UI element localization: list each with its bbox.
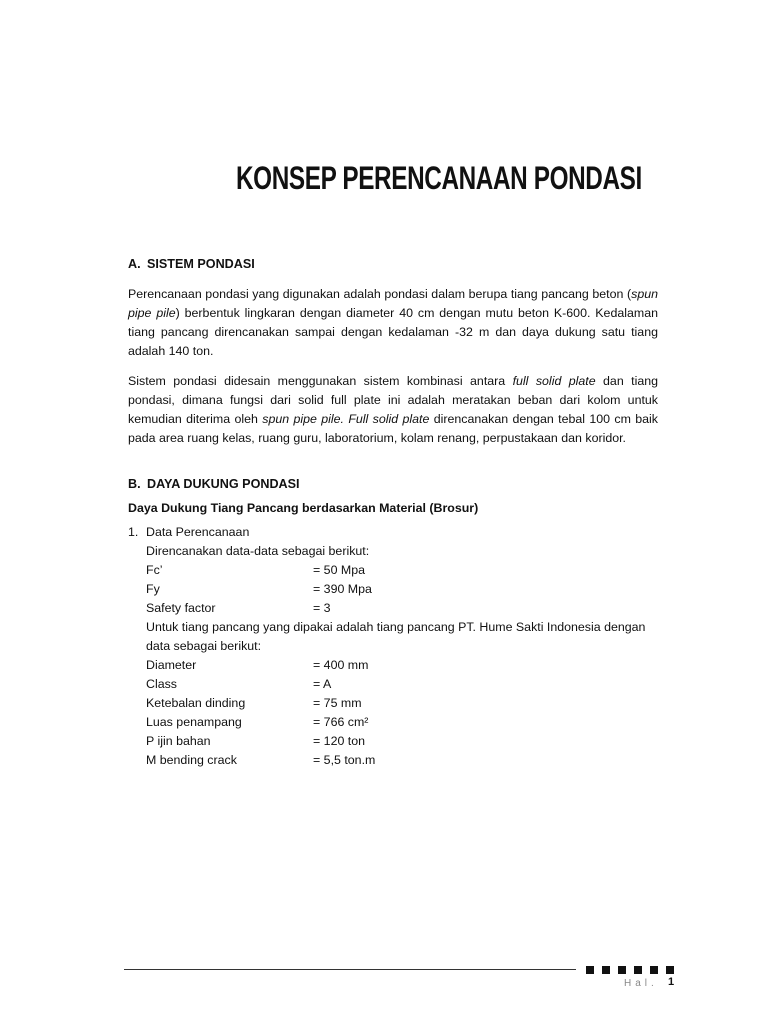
params-table-1 xyxy=(146,561,658,618)
param-label: P ijin bahan xyxy=(146,734,211,748)
square-icon xyxy=(602,966,610,974)
footer-squares-decoration xyxy=(586,966,674,974)
param-row xyxy=(146,694,658,713)
param-row xyxy=(146,561,658,580)
param-value: = 3 xyxy=(313,601,331,615)
param-row xyxy=(146,580,658,599)
list-item-title: Data Perencanaan xyxy=(146,525,250,539)
document-body xyxy=(128,255,658,770)
param-label: Luas penampang xyxy=(146,715,242,729)
square-icon xyxy=(666,966,674,974)
text-run: direncanakan dengan tebal 100 cm baik pada area ruang kelas, ruang guru, laboratorium, kolam renang, perpustakaan dan koridor. xyxy=(128,412,658,445)
param-label: Fc’ xyxy=(146,563,163,577)
param-value: = 50 Mpa xyxy=(313,563,366,577)
section-a-number: A. xyxy=(128,257,141,271)
square-icon xyxy=(634,966,642,974)
page-number: 1 xyxy=(668,976,675,988)
params-intro-2: Untuk tiang pancang yang dipakai adalah tiang pancang PT. Hume Sakti Indonesia dengan data sebagai berikut: xyxy=(146,620,646,653)
page-label: Hal. xyxy=(624,978,658,989)
param-label: Safety factor xyxy=(146,601,216,615)
param-row xyxy=(146,732,658,751)
param-row xyxy=(146,751,658,770)
param-row xyxy=(146,656,658,675)
section-a-paragraph-2 xyxy=(128,372,658,448)
text-run: spun pipe pile. Full solid plate xyxy=(262,412,430,426)
footer-divider xyxy=(124,969,576,970)
params-intro-1: Direncanakan data-data sebagai berikut: xyxy=(146,544,370,558)
param-label: Ketebalan dinding xyxy=(146,696,246,710)
param-row xyxy=(146,675,658,694)
list-item xyxy=(128,523,658,770)
section-a-title: SISTEM PONDASI xyxy=(147,257,255,271)
param-label: Diameter xyxy=(146,658,197,672)
param-label: Fy xyxy=(146,582,160,596)
param-label: Class xyxy=(146,677,177,691)
text-run: full solid plate xyxy=(512,374,596,388)
param-value: = 390 Mpa xyxy=(313,582,372,596)
section-b-subheading: Daya Dukung Tiang Pancang berdasarkan Material (Brosur) xyxy=(128,501,479,515)
section-b-heading xyxy=(128,475,658,494)
param-value: = 766 cm² xyxy=(313,715,369,729)
text-run: spun pipe pile xyxy=(128,287,658,320)
param-value: = 5,5 ton.m xyxy=(313,753,376,767)
square-icon xyxy=(618,966,626,974)
section-b-title: DAYA DUKUNG PONDASI xyxy=(147,477,300,491)
param-value: = 75 mm xyxy=(313,696,362,710)
param-row xyxy=(146,713,658,732)
square-icon xyxy=(650,966,658,974)
param-value: = 120 ton xyxy=(313,734,366,748)
text-run: dan tiang pondasi, dimana fungsi dari solid full plate ini adalah meratakan beban dari kolom untuk kemudian diterima oleh xyxy=(128,374,658,426)
param-value: = 400 mm xyxy=(313,658,369,672)
page-title: KONSEP PERENCANAAN PONDASI xyxy=(236,160,642,196)
section-a-paragraph-1 xyxy=(128,285,658,361)
text-run: Sistem pondasi didesain menggunakan sistem kombinasi antara xyxy=(128,374,513,388)
param-value: = A xyxy=(313,677,332,691)
list-item-number: 1. xyxy=(128,525,139,539)
text-run: Perencanaan pondasi yang digunakan adalah pondasi dalam berupa tiang pancang beton ( xyxy=(128,287,632,301)
section-b-number: B. xyxy=(128,477,141,491)
section-a-heading xyxy=(128,255,658,274)
params-table-2 xyxy=(146,656,658,770)
square-icon xyxy=(586,966,594,974)
param-row xyxy=(146,599,658,618)
list-item-body xyxy=(146,523,658,770)
param-label: M bending crack xyxy=(146,753,237,767)
text-run: ) berbentuk lingkaran dengan diameter 40 cm dengan mutu beton K-600. Kedalaman tiang pancang direncanakan sampai dengan kedalaman -32 m dan daya dukung satu tiang adalah 140 ton. xyxy=(128,306,658,358)
